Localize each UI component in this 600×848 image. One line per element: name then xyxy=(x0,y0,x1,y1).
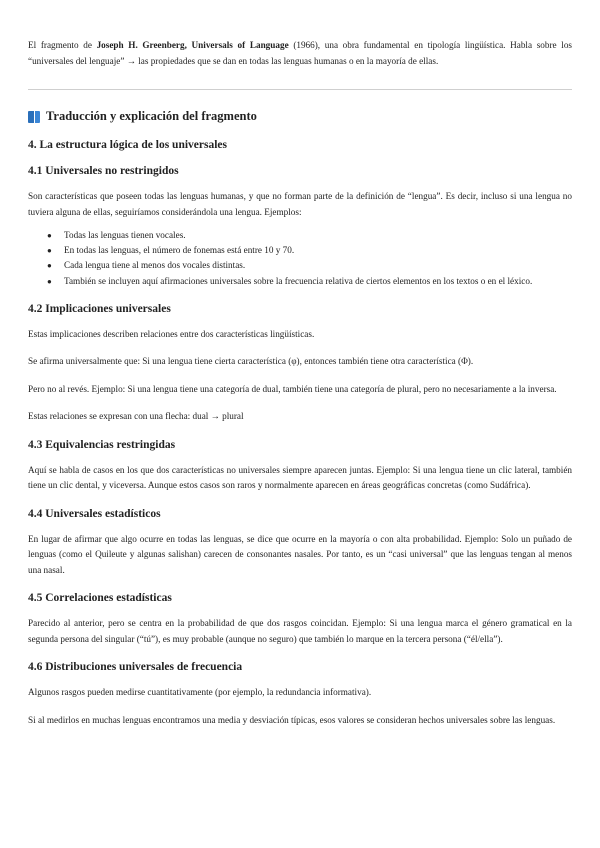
document-page xyxy=(28,38,572,728)
section-4-6-title: 4.6 Distribuciones universales de frecuencia xyxy=(28,661,243,674)
section-4-4-text: En lugar de afirmar que algo ocurre en todas las lenguas, se dice que ocurre en la mayoría o con alta probabilidad. Ejemplo: Solo un puñado de lenguas (como el Quileute y algunas salishan) carecen de consonantes nasales. Por tanto, es un “casi universal” que las lenguas tengan al menos una nasal. xyxy=(28,533,572,575)
section-4-2-p4: Estas relaciones se expresan con una flecha: dual → plural xyxy=(28,411,244,422)
intro-source-title: Joseph H. Greenberg, Universals of Language xyxy=(96,40,289,50)
section-4-6-p2: Si al medirlos en muchas lenguas encontramos una media y desviación típicas, esos valores se consideran hechos universales sobre las lenguas. xyxy=(28,714,556,725)
main-heading-text: Traducción y explicación del fragmento xyxy=(46,109,257,123)
section-4-5-text: Parecido al anterior, pero se centra en la probabilidad de que dos rasgos coincidan. Ejemplo: Si una lengua marca el género gramatical en la segunda persona del singular (“tú”), es muy probable (aunque no seguro) que también lo marque en la tercera persona (“él/ella”). xyxy=(28,618,572,644)
list-item: ● Cada lengua tiene al menos dos vocales distintas. xyxy=(64,258,572,273)
intro-paragraph xyxy=(28,38,572,69)
book-icon xyxy=(28,111,40,123)
list-item: ● Todas las lenguas tienen vocales. xyxy=(64,228,572,243)
horizontal-divider xyxy=(28,89,572,90)
section-4-4-title: 4.4 Universales estadísticos xyxy=(28,507,161,520)
main-heading xyxy=(28,109,572,124)
section-4-2-p3: Pero no al revés. Ejemplo: Si una lengua tiene una categoría de dual, también tiene una categoría de plural, pero no necesariamente a la inversa. xyxy=(28,383,557,394)
section-4-5-title: 4.5 Correlaciones estadísticas xyxy=(28,592,172,605)
section-4-6-p1: Algunos rasgos pueden medirse cuantitativamente (por ejemplo, la redundancia informativa). xyxy=(28,687,372,698)
section-4-2-p2: Se afirma universalmente que: Si una lengua tiene cierta característica (φ), entonces también tiene otra característica (Φ). xyxy=(28,356,474,367)
section-4-3-text: Aquí se habla de casos en los que dos características no universales siempre aparecen juntas. Ejemplo: Si una lengua tiene un clic lateral, también tiene un clic dental, y viceversa. Aunque estos casos son raros y normalmente aparecen en áreas geográficas concretas (como Sudáfrica). xyxy=(28,464,572,491)
intro-pre: El fragmento de xyxy=(28,40,97,50)
section-4-1-text: Son características que poseen todas las lenguas humanas, y que no forman parte de la definición de “lengua”. Es decir, incluso si una lengua no tuviera alguna de ellas, seguiríamos considerándola una lengua. Ejemplos: xyxy=(28,191,572,217)
section-4-2-title: 4.2 Implicaciones universales xyxy=(28,302,171,315)
section-4-1-examples xyxy=(28,228,572,289)
intro-post: (1966), una obra fundamental en tipología lingüística. Habla sobre los “universales del lenguaje” → las propiedades que se dan en todas las lenguas humanas o en la mayoría de ellas. xyxy=(28,40,573,66)
section-4-3-title: 4.3 Equivalencias restringidas xyxy=(28,438,176,451)
list-item: ● En todas las lenguas, el número de fonemas está entre 10 y 70. xyxy=(64,243,572,258)
section-4-title: 4. La estructura lógica de los universales xyxy=(28,139,227,151)
list-item: ● También se incluyen aquí afirmaciones universales sobre la frecuencia relativa de ciertos elementos en los textos o en el léxico. xyxy=(64,274,572,289)
section-4-2-p1: Estas implicaciones describen relaciones entre dos características lingüísticas. xyxy=(28,328,315,339)
section-4-1-title: 4.1 Universales no restringidos xyxy=(28,165,179,177)
